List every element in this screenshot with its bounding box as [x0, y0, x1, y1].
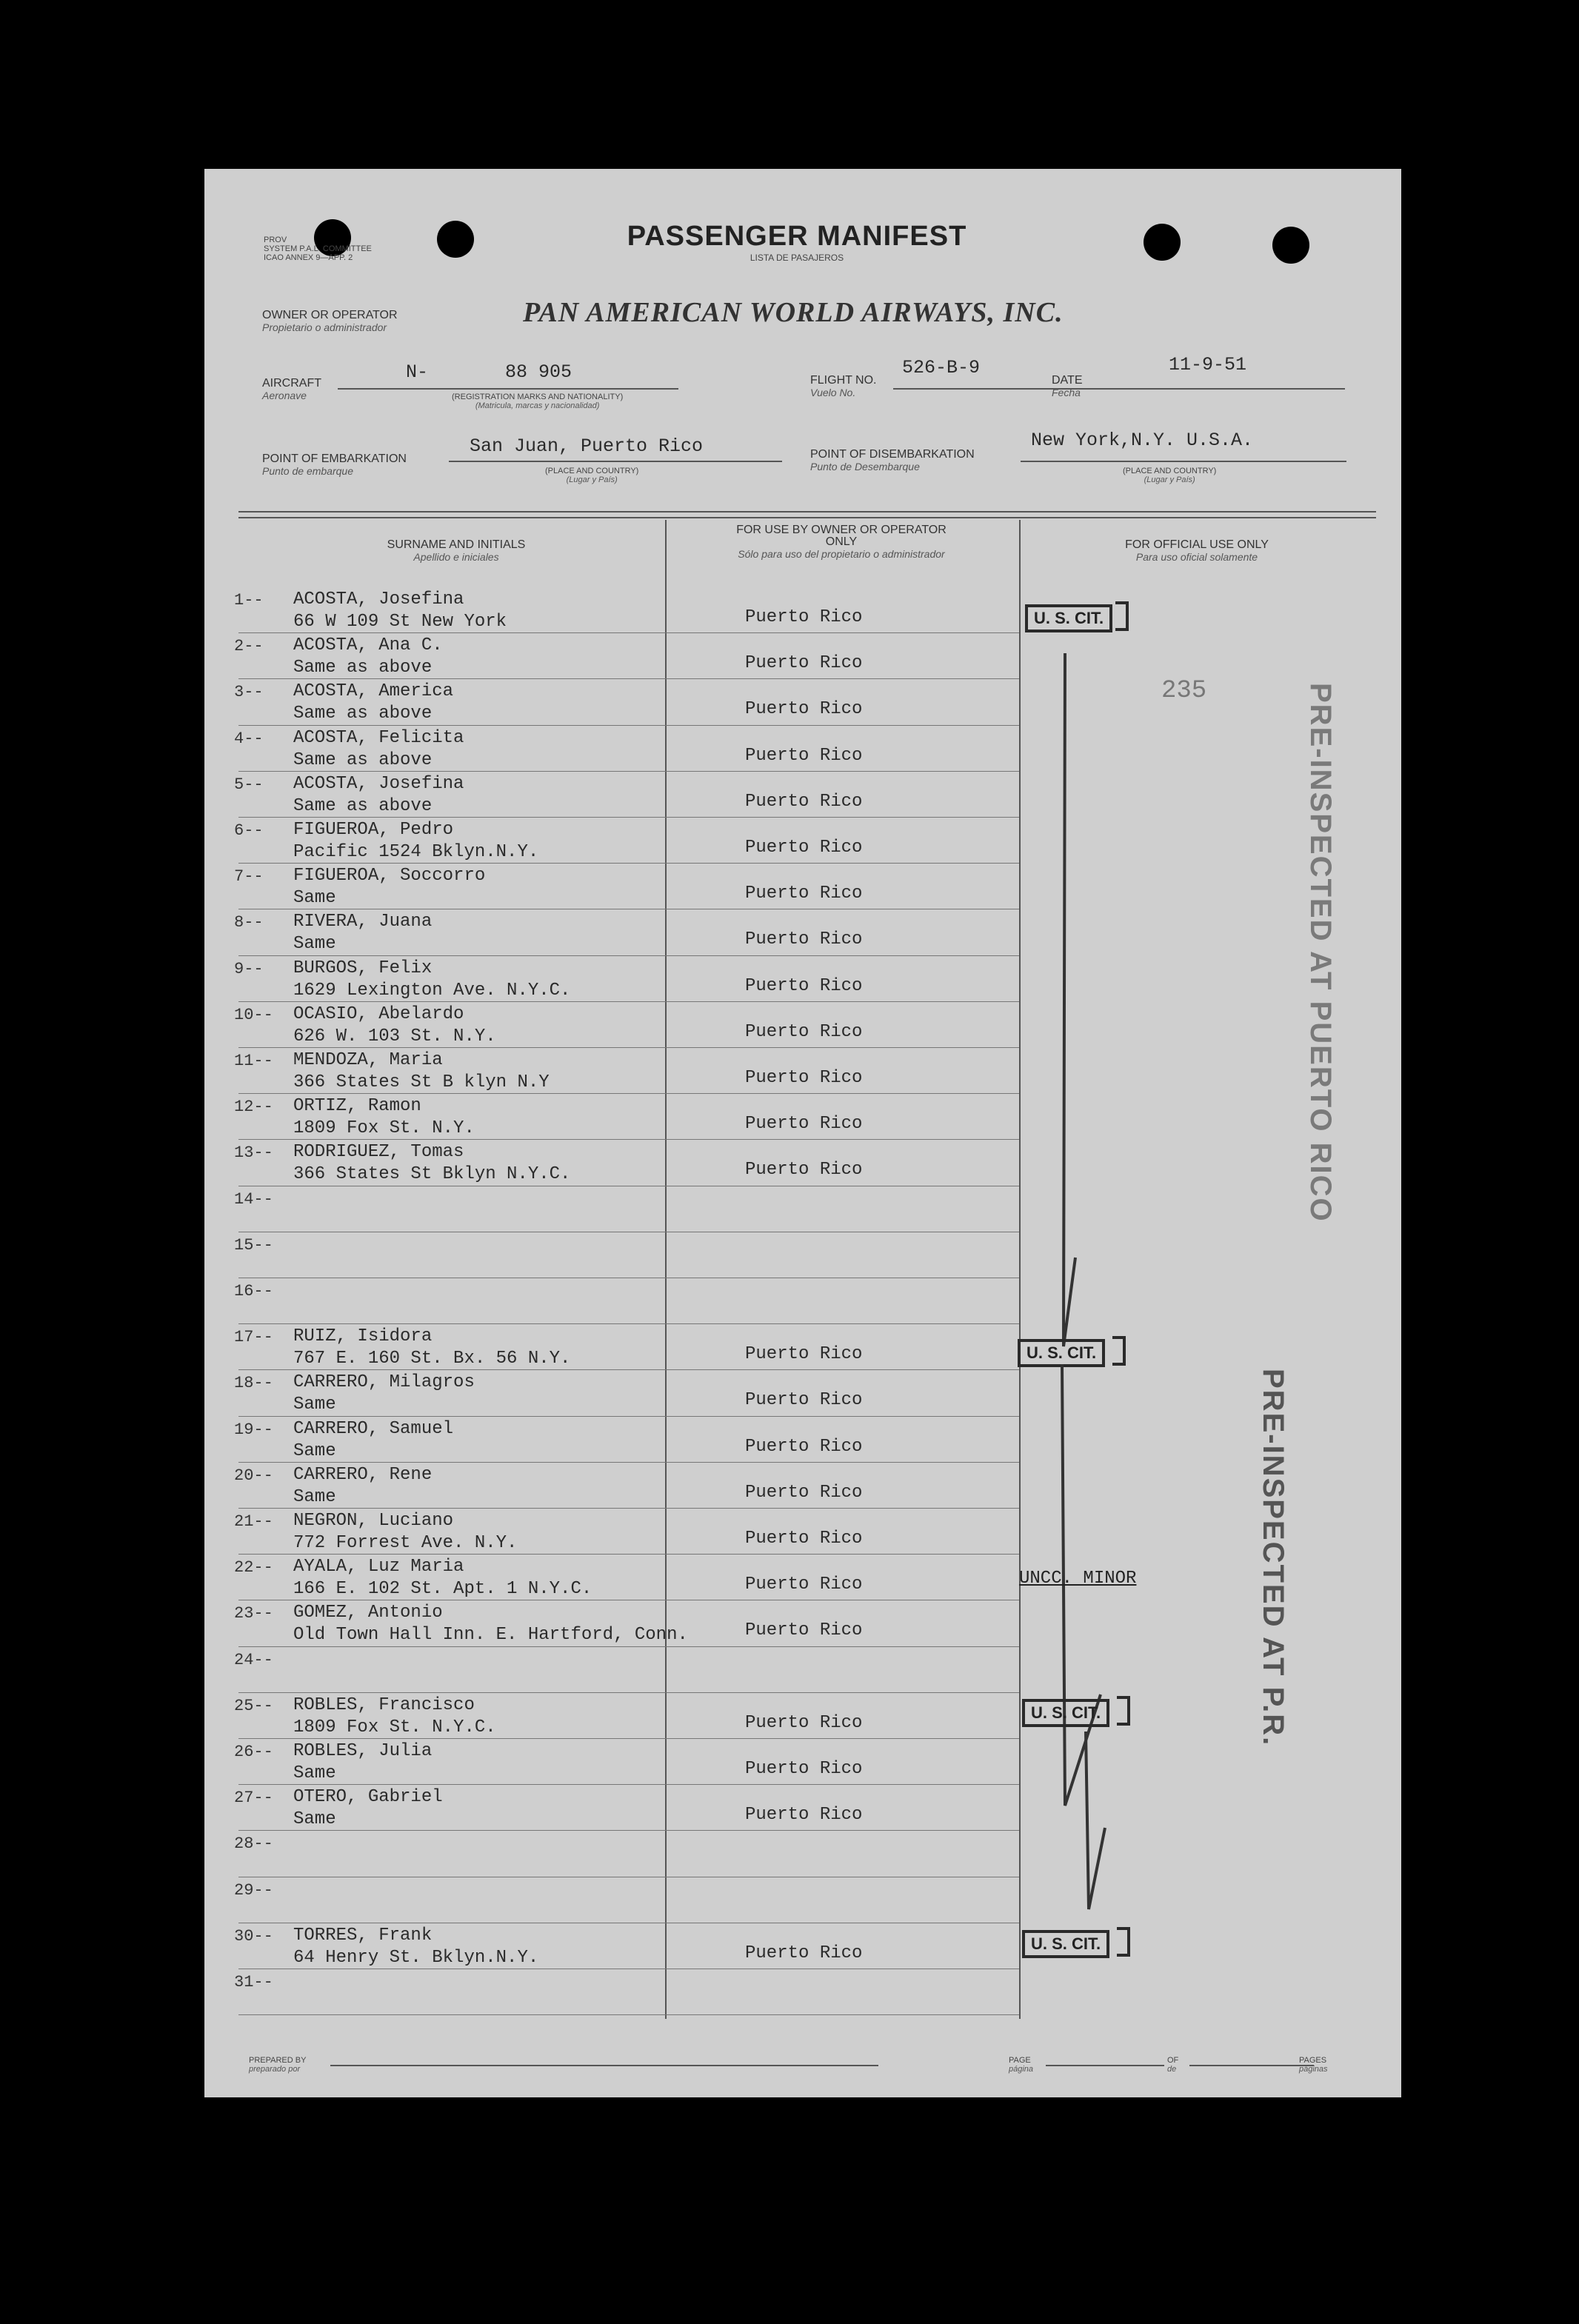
passenger-name: RODRIGUEZ, Tomas: [293, 1142, 464, 1163]
passenger-address: Same: [293, 934, 336, 955]
flight-label: FLIGHT NO. Vuelo No.: [810, 374, 877, 398]
table-row: [204, 1880, 1401, 1926]
passenger-address: Same: [293, 1395, 336, 1415]
passenger-address: 366 States St Bklyn N.Y.C.: [293, 1164, 571, 1185]
disembark-line: [1021, 461, 1346, 462]
prov-block: [264, 236, 372, 262]
passenger-origin: Puerto Rico: [745, 699, 863, 720]
table-row: [204, 590, 1401, 635]
passenger-origin: Puerto Rico: [745, 1529, 863, 1549]
passenger-name: OTERO, Gabriel: [293, 1787, 443, 1808]
table-row: [204, 1971, 1401, 2017]
table-row: [204, 1142, 1401, 1188]
table-row: [204, 1096, 1401, 1142]
passenger-origin: Puerto Rico: [745, 1575, 863, 1595]
passenger-address: Same: [293, 1440, 336, 1461]
passenger-address: 1809 Fox St. N.Y.C.: [293, 1717, 496, 1737]
passenger-origin: Puerto Rico: [745, 653, 863, 674]
operator-name: PAN AMERICAN WORLD AIRWAYS, INC.: [523, 297, 1064, 328]
passenger-address: Same as above: [293, 658, 433, 678]
passenger-address: 64 Henry St. Bklyn.N.Y.: [293, 1947, 539, 1968]
passenger-origin: Puerto Rico: [745, 791, 863, 812]
embark-label: POINT OF EMBARKATION Punto de embarque: [262, 453, 407, 477]
us-citizen-stamp: U. S. CIT.: [1018, 1339, 1105, 1367]
passenger-name: MENDOZA, Maria: [293, 1050, 443, 1070]
passenger-address: Same as above: [293, 704, 433, 724]
row-rule: [238, 1692, 1019, 1693]
passenger-address: 767 E. 160 St. Bx. 56 N.Y.: [293, 1349, 571, 1369]
row-rule: [238, 1369, 1019, 1370]
passenger-name: ACOSTA, America: [293, 681, 454, 702]
handwritten-number: 235: [1161, 677, 1207, 705]
row-rule: [238, 1784, 1019, 1785]
row-rule: [238, 955, 1019, 956]
row-number: 29--: [234, 1880, 273, 1900]
of-line: [1189, 2065, 1314, 2066]
embark-line: [449, 461, 782, 462]
page-line: [1046, 2065, 1164, 2066]
row-rule: [238, 1001, 1019, 1002]
date-line: [1093, 388, 1345, 390]
table-row: [204, 958, 1401, 1004]
table-row: [204, 1557, 1401, 1603]
stamp-bracket: [1117, 1696, 1130, 1726]
passenger-name: CARRERO, Samuel: [293, 1418, 454, 1439]
passenger-name: OCASIO, Abelardo: [293, 1004, 464, 1024]
passenger-origin: Puerto Rico: [745, 975, 863, 996]
passenger-origin: Puerto Rico: [745, 1620, 863, 1641]
passenger-origin: Puerto Rico: [745, 1068, 863, 1088]
table-row: [204, 681, 1401, 727]
passenger-address: 166 E. 102 St. Apt. 1 N.Y.C.: [293, 1579, 592, 1600]
passenger-name: ROBLES, Julia: [293, 1741, 433, 1761]
passenger-origin: Puerto Rico: [745, 884, 863, 904]
table-row: [204, 1004, 1401, 1050]
table-row: [204, 1695, 1401, 1741]
row-number: 14--: [234, 1189, 273, 1209]
flight-number: 526-B-9: [902, 357, 981, 378]
pre-inspected-stamp: PRE-INSPECTED AT PUERTO RICO: [1304, 683, 1337, 1223]
passenger-name: CARRERO, Rene: [293, 1464, 433, 1485]
manifest-sheet: [204, 169, 1401, 2097]
table-row: [204, 1326, 1401, 1372]
passenger-address: 366 States St B klyn N.Y: [293, 1072, 550, 1092]
aircraft-registration: 88 905: [505, 361, 572, 383]
row-rule: [238, 863, 1019, 864]
minor-annotation: UNCC. MINOR: [1019, 1569, 1137, 1589]
col-header-official: FOR OFFICIAL USE ONLY Para uso oficial solamente: [1125, 538, 1269, 563]
passenger-origin: Puerto Rico: [745, 1482, 863, 1503]
us-citizen-stamp: U. S. CIT.: [1022, 1930, 1109, 1958]
table-row: [204, 1235, 1401, 1280]
row-rule: [238, 1139, 1019, 1140]
row-rule: [238, 1738, 1019, 1739]
row-number: 15--: [234, 1235, 273, 1255]
aircraft-line: [338, 388, 678, 390]
passenger-name: ORTIZ, Ramon: [293, 1096, 421, 1117]
row-number: 2--: [234, 637, 264, 656]
passenger-name: BURGOS, Felix: [293, 958, 433, 978]
row-number: 26--: [234, 1743, 273, 1761]
passenger-name: FIGUEROA, Pedro: [293, 820, 454, 840]
table-row: [204, 1280, 1401, 1326]
passenger-origin: Puerto Rico: [745, 1436, 863, 1457]
punch-hole: [1144, 224, 1181, 261]
row-rule: [238, 1093, 1019, 1094]
table-row: [204, 1603, 1401, 1649]
row-number: 31--: [234, 1973, 273, 1991]
row-number: 30--: [234, 1926, 273, 1946]
passenger-address: Same as above: [293, 795, 433, 816]
passenger-name: ACOSTA, Josefina: [293, 590, 464, 610]
passenger-origin: Puerto Rico: [745, 1390, 863, 1411]
passenger-address: 772 Forrest Ave. N.Y.: [293, 1533, 518, 1553]
table-row: [204, 1511, 1401, 1557]
passenger-origin: Puerto Rico: [745, 838, 863, 858]
row-number: 28--: [234, 1834, 273, 1854]
table-row: [204, 1465, 1401, 1511]
passenger-address: Same: [293, 1763, 336, 1783]
row-number: 5--: [234, 775, 264, 794]
row-rule: [238, 1047, 1019, 1048]
table-row: [204, 635, 1401, 681]
row-number: 22--: [234, 1558, 273, 1577]
passenger-name: FIGUEROA, Soccorro: [293, 866, 486, 886]
disembark-caption: (PLACE AND COUNTRY) (Lugar y País): [1123, 467, 1217, 484]
row-rule: [238, 2014, 1019, 2015]
passenger-address: Same: [293, 888, 336, 909]
passenger-origin: Puerto Rico: [745, 1759, 863, 1779]
row-rule: [238, 1462, 1019, 1463]
passenger-origin: Puerto Rico: [745, 1344, 863, 1365]
disembark-label: POINT OF DISEMBARKATION Punto de Desembarque: [810, 448, 975, 473]
passenger-name: ACOSTA, Josefina: [293, 773, 464, 794]
row-rule: [238, 771, 1019, 772]
row-number: 23--: [234, 1604, 273, 1623]
row-rule: [238, 1508, 1019, 1509]
row-rule: [238, 678, 1019, 679]
date-label: DATE Fecha: [1052, 374, 1083, 398]
passenger-address: Old Town Hall Inn. E. Hartford, Conn.: [293, 1625, 688, 1646]
passenger-origin: Puerto Rico: [745, 745, 863, 766]
footer-of: OF de: [1167, 2056, 1179, 2074]
stamp-bracket: [1117, 1927, 1130, 1957]
row-rule: [238, 1323, 1019, 1324]
owner-label: OWNER OR OPERATOR Propietario o administrador: [262, 309, 398, 333]
footer-pages: PAGES páginas: [1299, 2056, 1328, 2074]
disembark-place: New York,N.Y. U.S.A.: [1031, 430, 1254, 451]
table-row: [204, 1419, 1401, 1465]
punch-hole: [1272, 227, 1309, 264]
row-rule: [238, 725, 1019, 726]
passenger-origin: Puerto Rico: [745, 1160, 863, 1181]
passenger-origin: Puerto Rico: [745, 1712, 863, 1733]
row-number: 10--: [234, 1005, 273, 1024]
page-subtitle: LISTA DE PASAJEROS: [750, 253, 844, 263]
row-number: 19--: [234, 1420, 273, 1439]
embark-place: San Juan, Puerto Rico: [470, 435, 704, 457]
passenger-name: ACOSTA, Felicita: [293, 727, 464, 748]
prepared-by-line: [330, 2065, 878, 2066]
passenger-name: ACOSTA, Ana C.: [293, 635, 443, 656]
passenger-address: Same as above: [293, 749, 433, 770]
passenger-name: ROBLES, Francisco: [293, 1694, 475, 1715]
us-citizen-stamp: U. S. CIT.: [1025, 604, 1112, 632]
us-citizen-stamp: U. S. CIT.: [1022, 1699, 1109, 1727]
row-number: 6--: [234, 821, 264, 840]
table-row: [204, 1926, 1401, 1971]
row-rule: [238, 817, 1019, 818]
row-number: 12--: [234, 1098, 273, 1117]
row-number: 3--: [234, 683, 264, 702]
passenger-address: Same: [293, 1486, 336, 1507]
table-top-rule: [238, 511, 1376, 512]
row-rule: [238, 1416, 1019, 1417]
aircraft-prefix: N-: [406, 361, 429, 383]
row-number: 1--: [234, 591, 264, 610]
passenger-address: 1809 Fox St. N.Y.: [293, 1118, 475, 1139]
table-row: [204, 728, 1401, 774]
table-row: [204, 1833, 1401, 1879]
row-rule: [238, 1646, 1019, 1647]
registration-caption: (REGISTRATION MARKS AND NATIONALITY) (Matricula, marcas y nacionalidad): [452, 393, 624, 410]
table-row: [204, 774, 1401, 820]
col-header-owner-use: FOR USE BY OWNER OR OPERATOR ONLY Sólo para uso del propietario o administrador: [736, 524, 947, 560]
footer-page: PAGE página: [1009, 2056, 1034, 2074]
table-row: [204, 1372, 1401, 1418]
flight-date: 11-9-51: [1169, 354, 1247, 375]
row-rule: [238, 1554, 1019, 1555]
passenger-origin: Puerto Rico: [745, 929, 863, 950]
passenger-address: Pacific 1524 Bklyn.N.Y.: [293, 842, 539, 862]
check-mark-group-3: [1064, 1724, 1138, 2020]
table-row: [204, 1787, 1401, 1833]
passenger-address: 1629 Lexington Ave. N.Y.C.: [293, 980, 571, 1001]
passenger-name: TORRES, Frank: [293, 1925, 433, 1946]
prov-line: ICAO ANNEX 9—APP. 2: [264, 253, 353, 262]
row-number: 4--: [234, 729, 264, 748]
passenger-name: CARRERO, Milagros: [293, 1372, 475, 1393]
table-row: [204, 1050, 1401, 1096]
passenger-name: RIVERA, Juana: [293, 912, 433, 932]
check-mark-group-1: [1049, 650, 1123, 1354]
table-row: [204, 820, 1401, 866]
row-number: 11--: [234, 1052, 273, 1070]
passenger-name: NEGRON, Luciano: [293, 1511, 454, 1531]
table-row: [204, 866, 1401, 912]
row-number: 21--: [234, 1512, 273, 1531]
row-number: 24--: [234, 1650, 273, 1669]
row-number: 8--: [234, 913, 264, 932]
passenger-origin: Puerto Rico: [745, 607, 863, 627]
title-block: [590, 221, 1004, 263]
aircraft-label: AIRCRAFT Aeronave: [262, 377, 321, 401]
passenger-name: RUIZ, Isidora: [293, 1326, 433, 1347]
col-header-surname: SURNAME AND INITIALS Apellido e iniciales: [387, 538, 526, 563]
passenger-name: AYALA, Luz Maria: [293, 1557, 464, 1577]
passenger-address: 66 W 109 St New York: [293, 612, 507, 632]
punch-hole: [437, 221, 474, 258]
row-number: 17--: [234, 1328, 273, 1347]
passenger-name: GOMEZ, Antonio: [293, 1603, 443, 1623]
row-number: 13--: [234, 1143, 273, 1163]
row-number: 16--: [234, 1282, 273, 1300]
passenger-origin: Puerto Rico: [745, 1943, 863, 1963]
pre-inspected-stamp: PRE-INSPECTED AT P.R.: [1257, 1369, 1289, 1747]
footer-prepared-by: PREPARED BY preparado por: [249, 2056, 307, 2074]
row-number: 18--: [234, 1374, 273, 1393]
passenger-address: 626 W. 103 St. N.Y.: [293, 1026, 496, 1046]
row-number: 9--: [234, 959, 264, 978]
row-number: 7--: [234, 867, 264, 886]
passenger-address: Same: [293, 1809, 336, 1830]
table-row: [204, 1189, 1401, 1235]
row-rule: [238, 1830, 1019, 1831]
prov-line: SYSTEM P.A.L. COMMITTEE: [264, 244, 372, 253]
row-number: 27--: [234, 1789, 273, 1808]
embark-caption: (PLACE AND COUNTRY) (Lugar y País): [545, 467, 639, 484]
table-row: [204, 912, 1401, 958]
row-rule: [238, 632, 1019, 633]
row-number: 20--: [234, 1466, 273, 1485]
table-row: [204, 1649, 1401, 1695]
table-top-rule: [238, 517, 1376, 518]
table-row: [204, 1741, 1401, 1787]
row-number: 25--: [234, 1696, 273, 1715]
passenger-origin: Puerto Rico: [745, 1805, 863, 1826]
passenger-origin: Puerto Rico: [745, 1021, 863, 1042]
page-title: PASSENGER MANIFEST: [627, 221, 967, 252]
stamp-bracket: [1115, 601, 1129, 631]
passenger-origin: Puerto Rico: [745, 1114, 863, 1135]
prov-line: PROV: [264, 236, 287, 244]
